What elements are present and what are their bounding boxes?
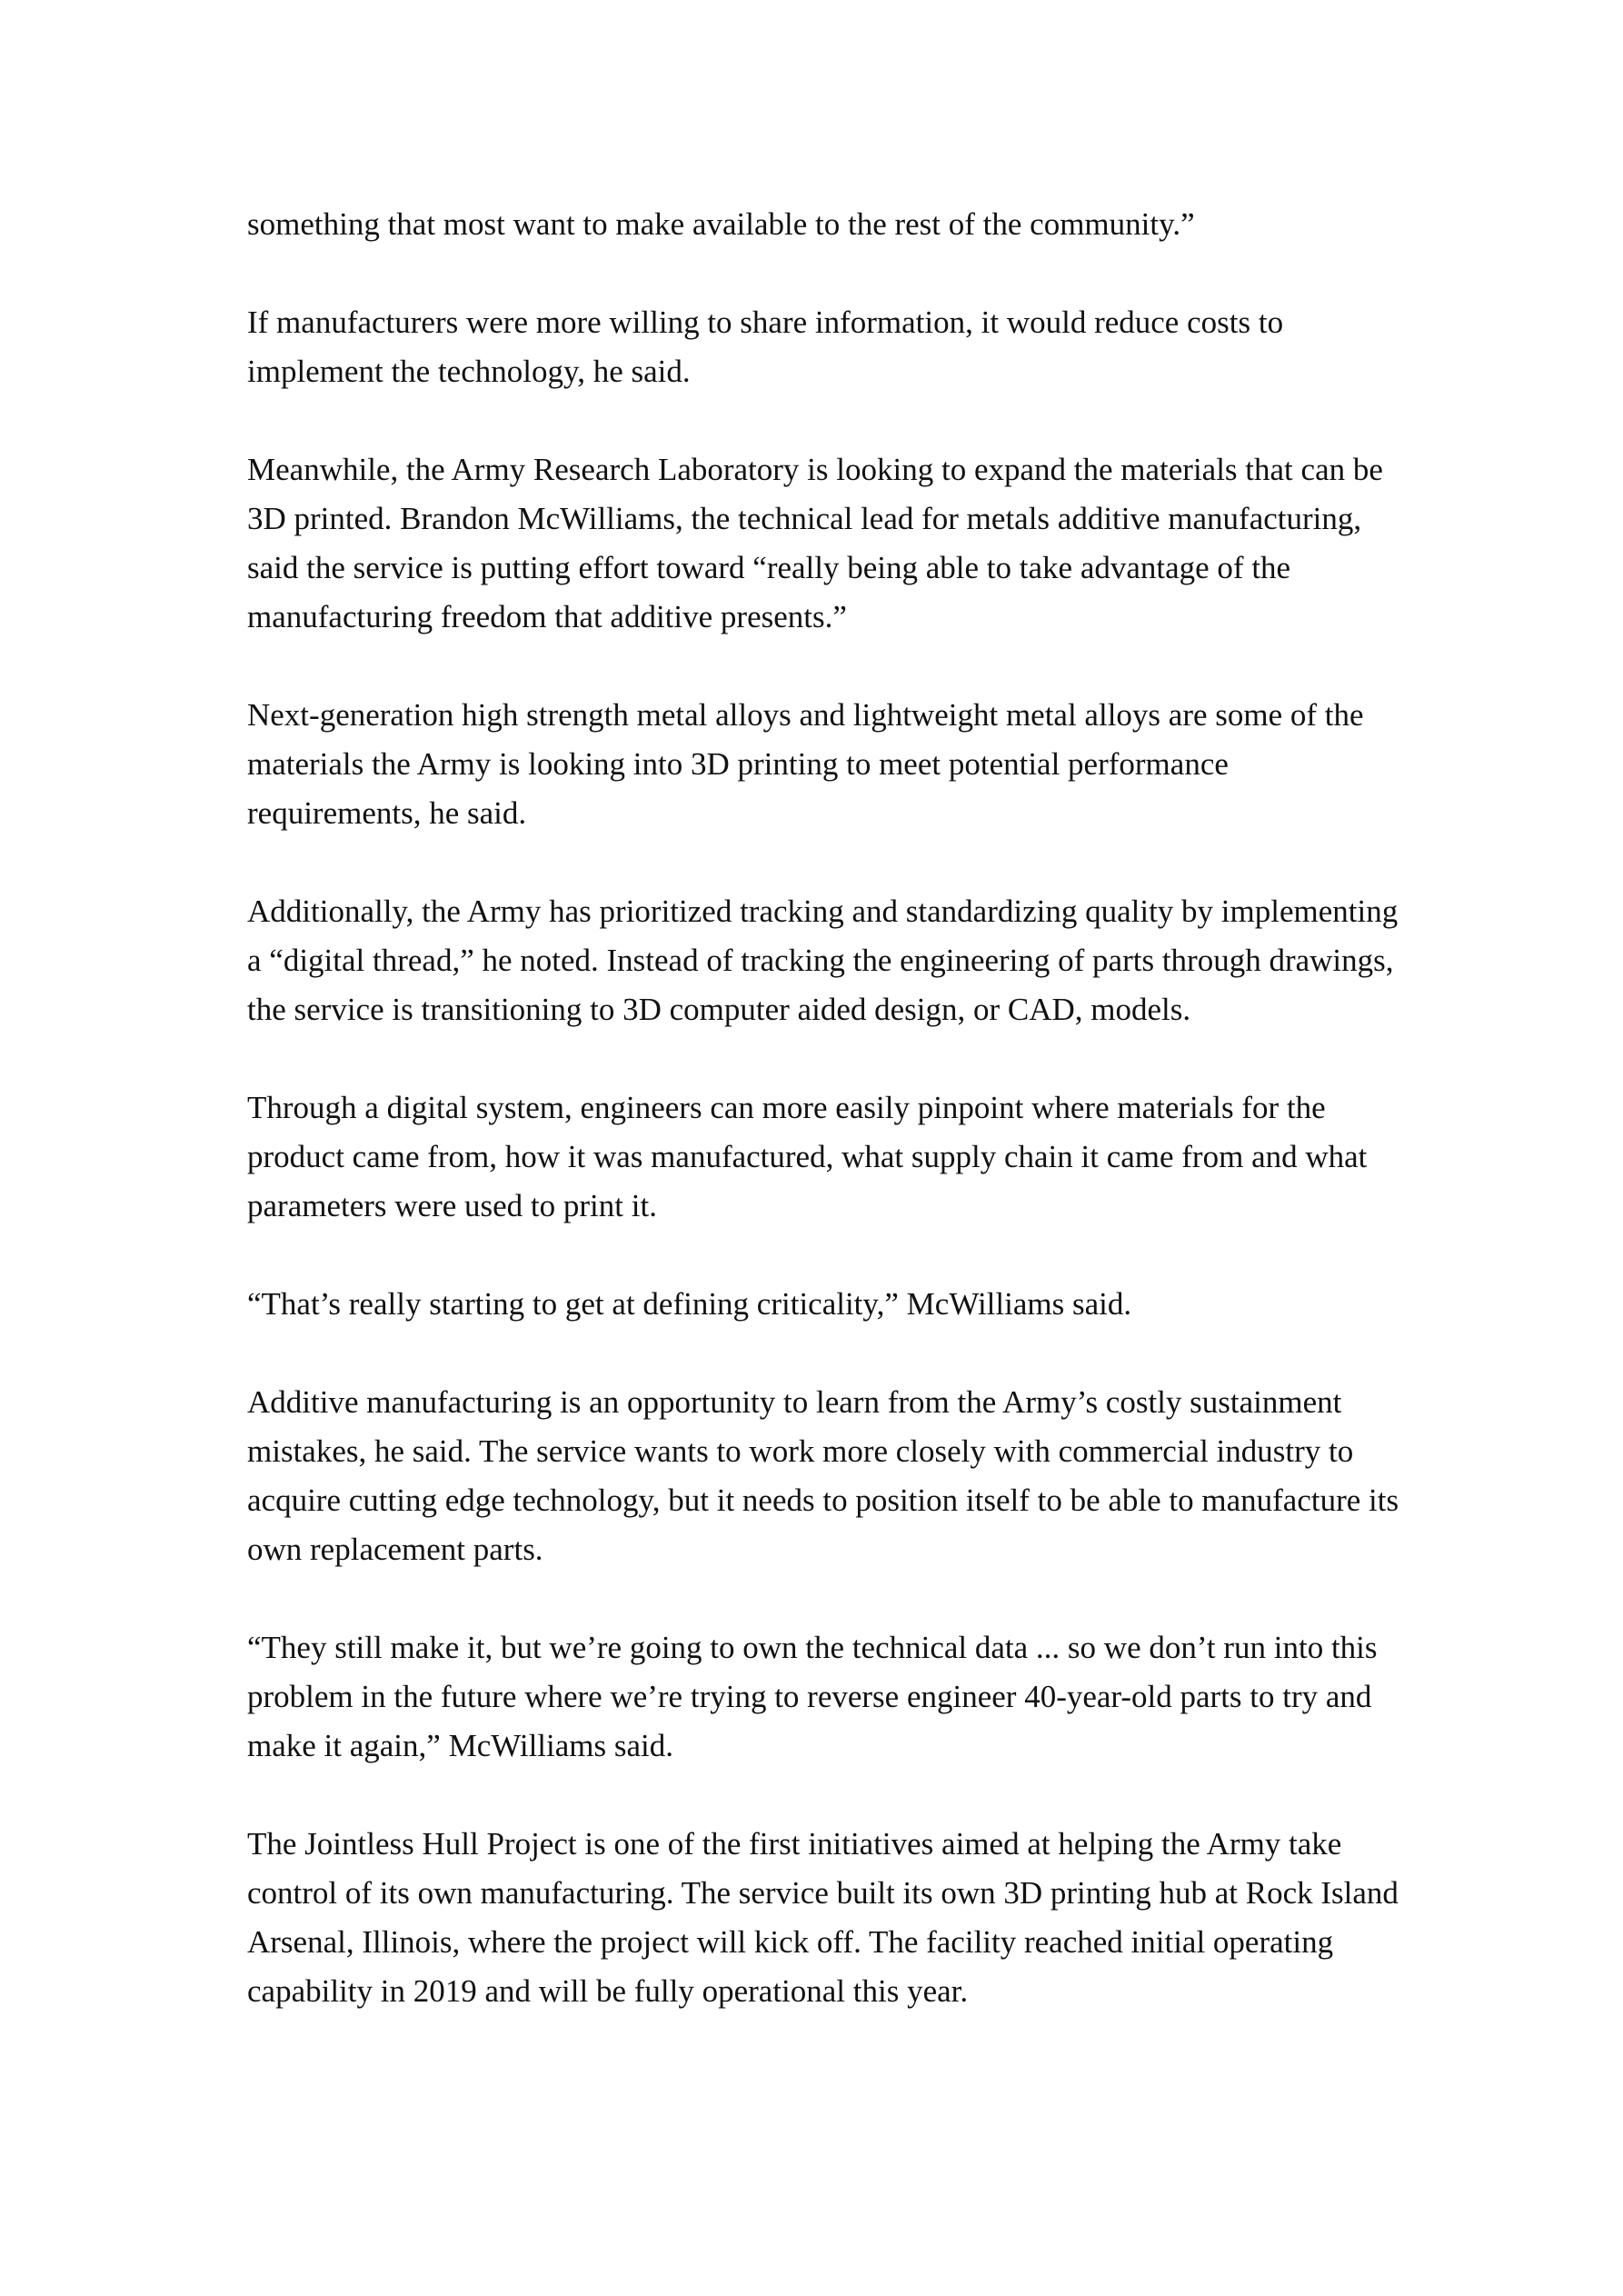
paragraph: If manufacturers were more willing to share information, it would reduce costs to implement the technology, he said. xyxy=(247,304,1284,389)
paragraph: “That’s really starting to get at defining criticality,” McWilliams said. xyxy=(247,1286,1132,1322)
paragraph: Additionally, the Army has prioritized tracking and standardizing quality by implementing a “digital thread,” he noted. Instead of tracking the engineering of parts through drawings, the service is transitioning to 3D computer aided design, or CAD, models. xyxy=(247,893,1399,1027)
paragraph: Meanwhile, the Army Research Laboratory is looking to expand the materials that can be 3D printed. Brandon McWilliams, the technical lead for metals additive manufacturing, said the service is putting effort toward “really being able to take advantage of the manufacturing freedom that additive presents.” xyxy=(247,452,1383,634)
paragraph: something that most want to make available to the rest of the community.” xyxy=(247,206,1195,242)
paragraph: Additive manufacturing is an opportunity to learn from the Army’s costly sustainment mistakes, he said. The service wants to work more closely with commercial industry to acquire cutting edge technology, but it needs to position itself to be able to manufacture its own replacement parts. xyxy=(247,1384,1399,1567)
paragraph: The Jointless Hull Project is one of the first initiatives aimed at helping the Army take control of its own manufacturing. The service built its own 3D printing hub at Rock Island Arsenal, Illinois, where the project will kick off. The facility reached initial operating capability in 2019 and will be fully operational this year. xyxy=(247,1826,1399,2009)
paragraph: Through a digital system, engineers can more easily pinpoint where materials for the product came from, how it was manufactured, what supply chain it came from and what parameters were used to print it. xyxy=(247,1090,1368,1223)
paragraph: Next-generation high strength metal alloys and lightweight metal alloys are some of the materials the Army is looking into 3D printing to meet potential performance requirements, he said. xyxy=(247,697,1364,831)
paragraph: “They still make it, but we’re going to own the technical data ... so we don’t run into this problem in the future where we’re trying to reverse engineer 40-year-old parts to try and make it again,” McWilliams said. xyxy=(247,1630,1378,1763)
article-body xyxy=(247,200,1401,2065)
